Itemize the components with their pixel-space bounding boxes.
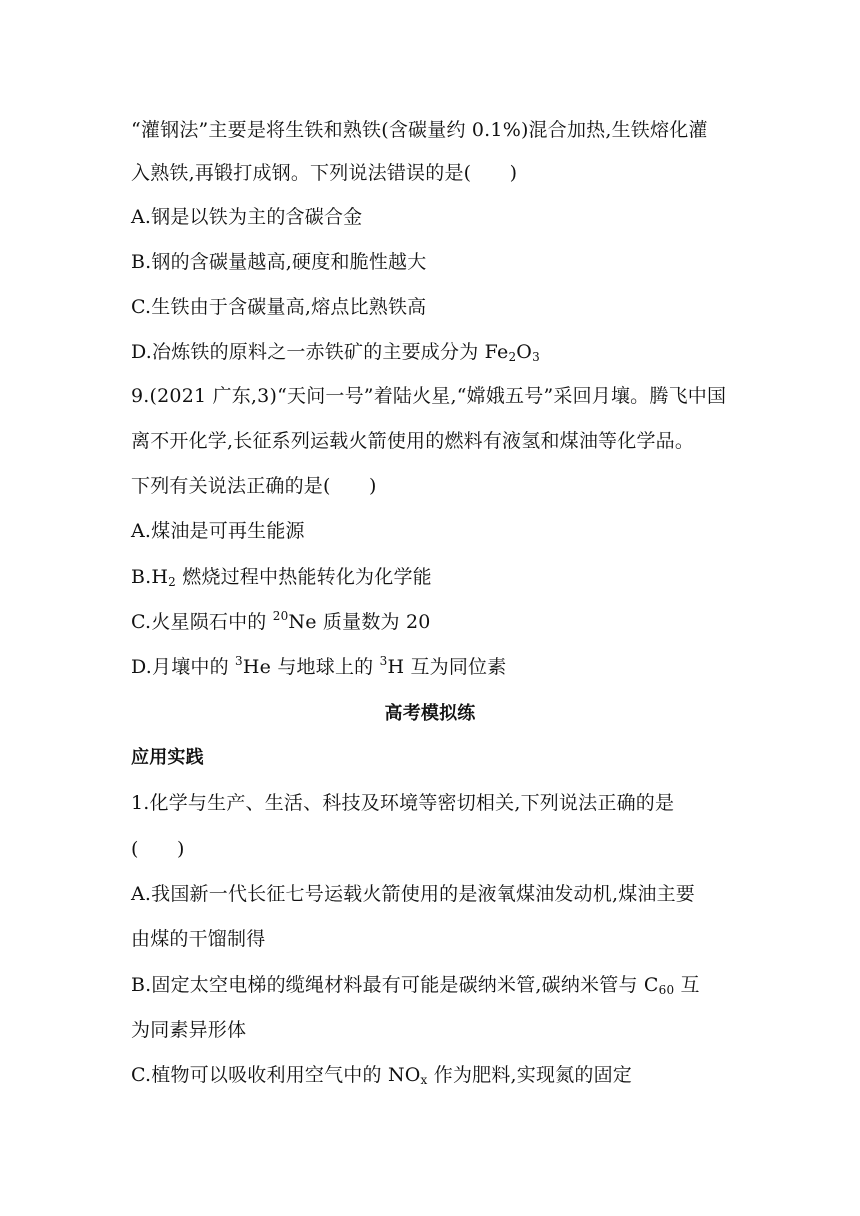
superscript: 3 — [379, 654, 388, 668]
q9-option-d — [131, 655, 506, 679]
q1-option-b-line-1 — [131, 973, 700, 997]
q8-stem-line-1: “灌钢法”主要是将生铁和熟铁(含碳量约 0.1%)混合加热,生铁熔化灌 — [131, 119, 708, 141]
q9-stem-line-2: 离不开化学,长征系列运载火箭使用的燃料有液氢和煤油等化学品。 — [131, 430, 695, 452]
q8-option-d — [131, 340, 540, 364]
q9-option-b-text: 燃烧过程中热能转化为化学能 — [176, 566, 432, 588]
section-title: 高考模拟练 — [384, 703, 476, 724]
q1-stem-line-2: ( ) — [131, 838, 185, 860]
q1-stem-line-1: 1.化学与生产、生活、科技及环境等密切相关,下列说法正确的是 — [131, 792, 675, 814]
superscript: 3 — [235, 654, 243, 668]
q9-option-d-text: D.月壤中的 — [131, 656, 236, 678]
q9-stem-line-3: 下列有关说法正确的是( ) — [131, 475, 377, 497]
q9-stem-line-1: 9.(2021 广东,3)“天问一号”着陆火星,“嫦娥五号”采回月壤。腾飞中国 — [131, 385, 727, 407]
subscript: 2 — [508, 350, 517, 364]
q9-option-c-text: C.火星陨石中的 — [131, 611, 273, 633]
q8-option-b: B.钢的含碳量越高,硬度和脆性越大 — [131, 251, 427, 273]
q9-option-a: A.煤油是可再生能源 — [131, 520, 305, 542]
q1-option-c — [131, 1063, 632, 1087]
q1-option-b-text: 互 — [674, 974, 700, 996]
q8-option-d-text: O — [516, 341, 533, 363]
subscript: 3 — [532, 350, 540, 364]
q1-option-a-line-1: A.我国新一代长征七号运载火箭使用的是液氧煤油发动机,煤油主要 — [131, 883, 696, 905]
q9-option-c-text: Ne 质量数为 20 — [288, 611, 431, 633]
q1-option-c-text: 作为肥料,实现氮的固定 — [427, 1064, 632, 1086]
q9-option-b — [131, 565, 432, 589]
subscript: 60 — [658, 983, 675, 997]
q1-option-a-line-2: 由煤的干馏制得 — [131, 928, 266, 950]
q9-option-c — [131, 610, 431, 634]
q8-stem-line-2: 入熟铁,再锻打成钢。下列说法错误的是( ) — [131, 162, 518, 184]
q8-option-c: C.生铁由于含碳量高,熔点比熟铁高 — [131, 296, 427, 318]
q9-option-d-text: H 互为同位素 — [387, 656, 507, 678]
superscript: 20 — [272, 609, 289, 623]
q8-option-a: A.钢是以铁为主的含碳合金 — [131, 206, 363, 228]
q1-option-b-line-2: 为同素异形体 — [131, 1019, 247, 1041]
q1-option-c-text: C.植物可以吸收利用空气中的 NO — [131, 1064, 421, 1086]
q9-option-d-text: He 与地球上的 — [242, 656, 380, 678]
q1-option-b-text: B.固定太空电梯的缆绳材料最有可能是碳纳米管,碳纳米管与 C — [131, 974, 659, 996]
q9-option-b-text: B.H — [131, 566, 169, 588]
subsection-title: 应用实践 — [131, 747, 204, 768]
subscript: 2 — [168, 575, 177, 589]
subscript: x — [420, 1073, 428, 1087]
q8-option-d-text: D.冶炼铁的原料之一赤铁矿的主要成分为 Fe — [131, 341, 509, 363]
